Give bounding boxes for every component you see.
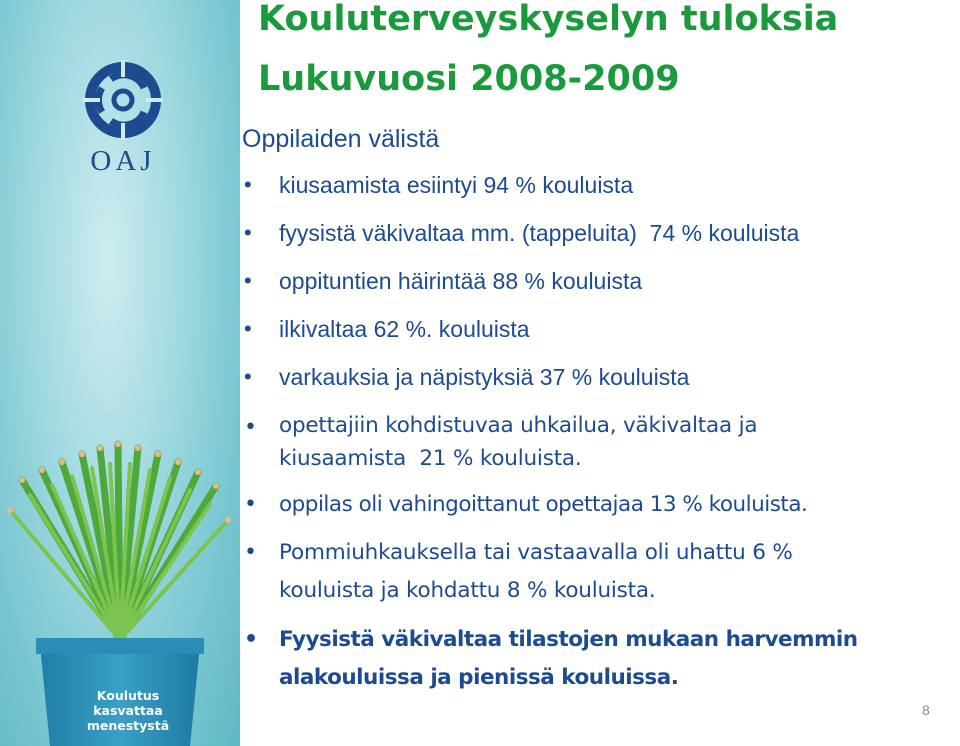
bullet-list: [240, 170, 960, 697]
slogan-line-2: kasvattaa: [93, 703, 163, 718]
list-item-line: alakouluissa ja pienissä kouluissa.: [279, 665, 679, 690]
slide-content: [240, 124, 960, 708]
section-heading: Oppilaiden välistä: [242, 125, 440, 153]
list-item: • fyysistä väkivaltaa mm. (tappeluita) 74 % kouluista: [240, 218, 960, 248]
sidebar-decoration: [0, 0, 240, 746]
list-item: • ilkivaltaa 62 %. kouluista: [240, 314, 960, 344]
slogan-line-3: menestystä: [86, 718, 170, 733]
list-item: [240, 621, 960, 697]
list-item-line: • opettajiin kohdistuvaa uhkailua, väkivaltaa ja: [279, 413, 758, 438]
page-number: 8: [922, 702, 930, 718]
oaj-logo-icon: [78, 55, 168, 145]
slogan: [68, 688, 188, 733]
list-item: • oppilas oli vahingoittanut opettajaa 13 % kouluista.: [240, 486, 960, 523]
list-item: [240, 534, 960, 610]
list-item-line: kouluista ja kohdattu 8 % kouluista.: [279, 578, 656, 603]
list-item: • kiusaamista esiintyi 94 % kouluista: [240, 170, 960, 200]
oaj-logo: [78, 55, 168, 185]
slide-title-line-1: Kouluterveyskyselyn tuloksia: [258, 0, 839, 39]
list-item-line: • Pommiuhkauksella tai vastaavalla oli uhattu 6 %: [279, 540, 793, 565]
logo-text: OAJ: [90, 145, 156, 177]
list-item: • varkauksia ja näpistyksiä 37 % kouluista: [240, 362, 960, 392]
slide-title: [258, 0, 838, 100]
list-item: • oppituntien häirintää 88 % kouluista: [240, 266, 960, 296]
list-item: [240, 409, 960, 475]
slide-title-line-2: Lukuvuosi 2008-2009: [258, 59, 680, 99]
list-item-line: • Fyysistä väkivaltaa tilastojen mukaan harvemmin: [279, 627, 858, 652]
slogan-line-1: Koulutus: [96, 688, 160, 703]
list-item-line: kiusaamista 21 % kouluista.: [279, 446, 582, 471]
